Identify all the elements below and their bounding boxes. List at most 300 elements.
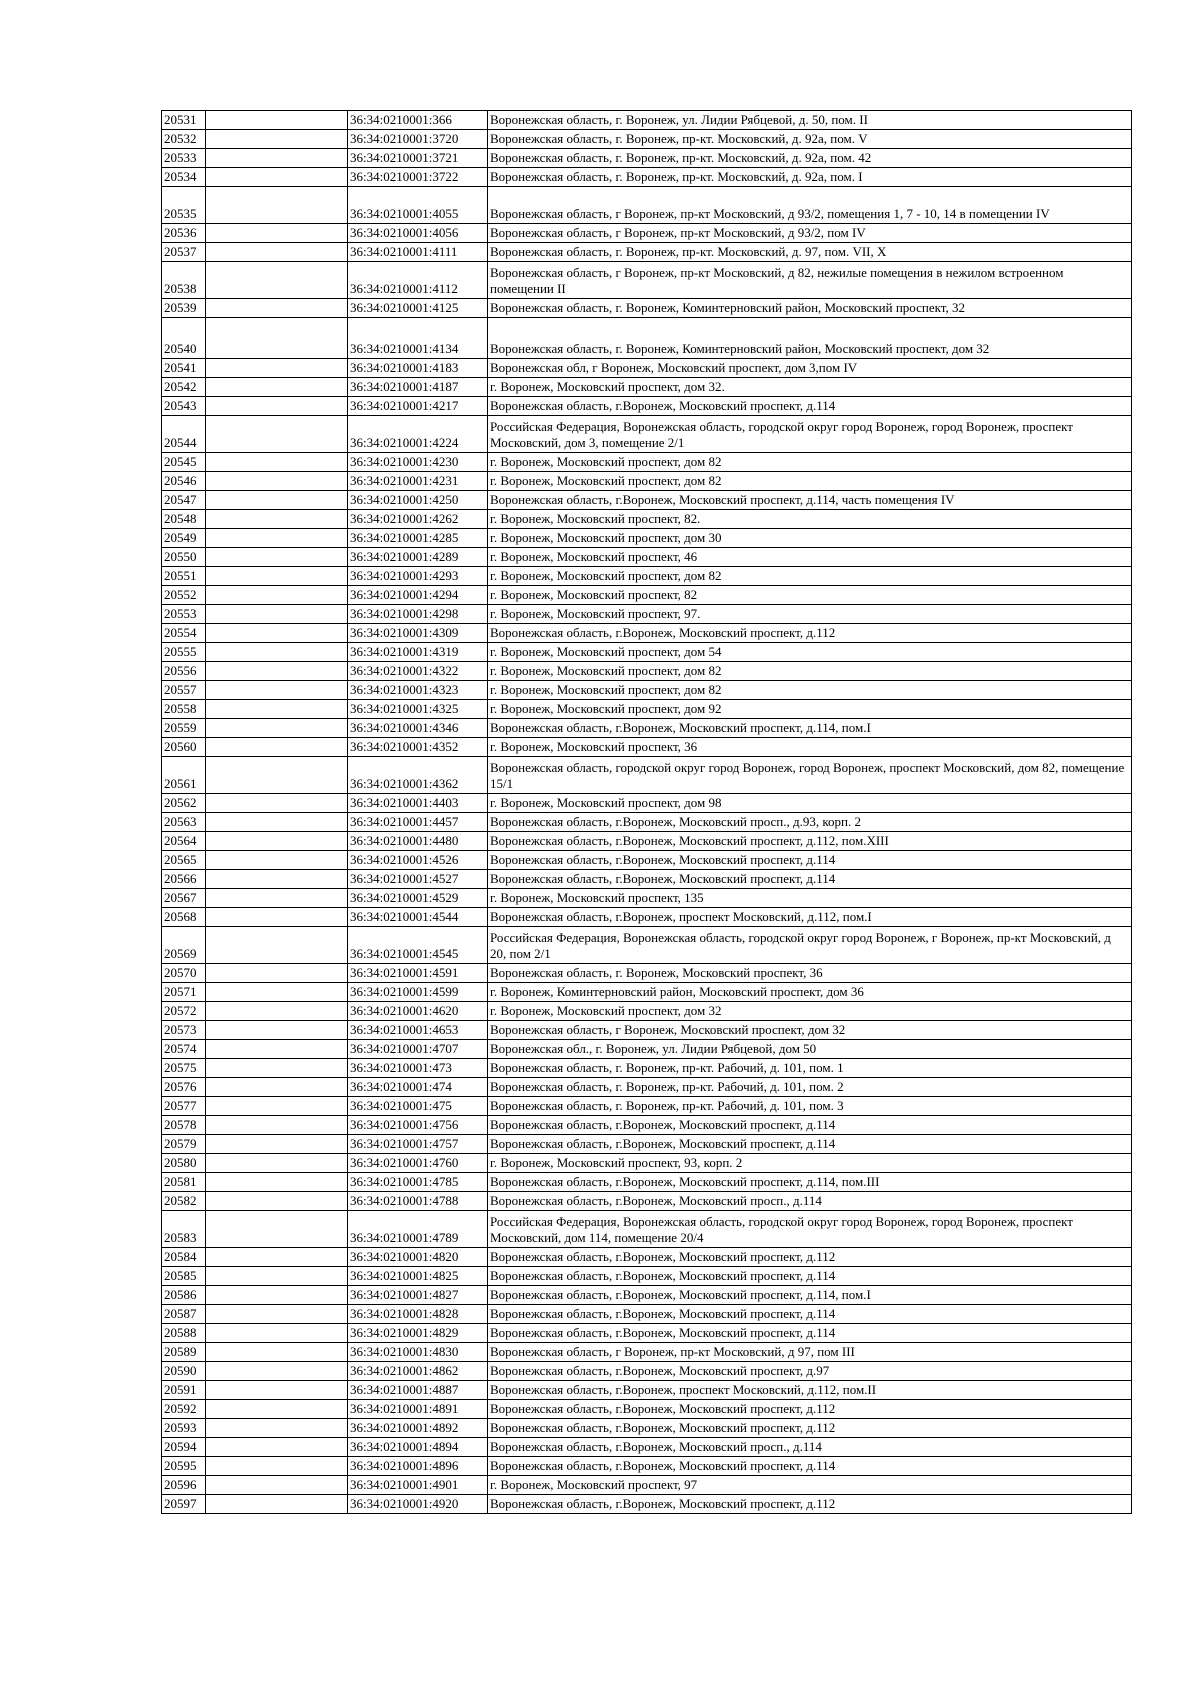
- record-number-cell: 20588: [162, 1324, 206, 1343]
- empty-cell: [206, 851, 348, 870]
- record-number-cell: 20597: [162, 1495, 206, 1514]
- table-row: [162, 1154, 1132, 1173]
- empty-cell: [206, 1248, 348, 1267]
- record-number-cell: 20563: [162, 813, 206, 832]
- address-cell: Воронежская область, г.Воронеж, Московский проспект, д.114: [488, 1324, 1132, 1343]
- table-row: [162, 262, 1132, 299]
- empty-cell: [206, 1419, 348, 1438]
- empty-cell: [206, 1495, 348, 1514]
- empty-cell: [206, 794, 348, 813]
- table-row: [162, 605, 1132, 624]
- cadastral-number-cell: 36:34:0210001:4830: [348, 1343, 488, 1362]
- table-row: [162, 453, 1132, 472]
- record-number-cell: 20578: [162, 1116, 206, 1135]
- address-cell: Воронежская область, г.Воронеж, Московский проспект, д.114: [488, 870, 1132, 889]
- empty-cell: [206, 149, 348, 168]
- record-number-cell: 20557: [162, 681, 206, 700]
- empty-cell: [206, 1324, 348, 1343]
- empty-cell: [206, 624, 348, 643]
- cadastral-number-cell: 36:34:0210001:4828: [348, 1305, 488, 1324]
- address-cell: г. Воронеж, Московский проспект, дом 98: [488, 794, 1132, 813]
- address-cell: Воронежская область, г Воронеж, пр-кт Московский, д 93/2, помещения 1, 7 - 10, 14 в помещении IV: [488, 187, 1132, 224]
- cadastral-number-cell: 36:34:0210001:4224: [348, 416, 488, 453]
- record-number-cell: 20533: [162, 149, 206, 168]
- table-row: [162, 149, 1132, 168]
- cadastral-number-cell: 36:34:0210001:473: [348, 1059, 488, 1078]
- empty-cell: [206, 453, 348, 472]
- cadastral-number-cell: 36:34:0210001:4289: [348, 548, 488, 567]
- empty-cell: [206, 643, 348, 662]
- empty-cell: [206, 1154, 348, 1173]
- empty-cell: [206, 738, 348, 757]
- address-cell: Воронежская область, г. Воронеж, пр-кт. Рабочий, д. 101, пом. 3: [488, 1097, 1132, 1116]
- cadastral-number-cell: 36:34:0210001:474: [348, 1078, 488, 1097]
- cadastral-number-cell: 36:34:0210001:4820: [348, 1248, 488, 1267]
- empty-cell: [206, 299, 348, 318]
- address-cell: г. Воронеж, Московский проспект, дом 82: [488, 681, 1132, 700]
- cadastral-number-cell: 36:34:0210001:4620: [348, 1002, 488, 1021]
- address-cell: г. Воронеж, Московский проспект, 36: [488, 738, 1132, 757]
- cadastral-number-cell: 36:34:0210001:4827: [348, 1286, 488, 1305]
- empty-cell: [206, 1286, 348, 1305]
- cadastral-number-cell: 36:34:0210001:4294: [348, 586, 488, 605]
- table-row: [162, 1419, 1132, 1438]
- table-row: [162, 964, 1132, 983]
- address-cell: Воронежская область, г. Воронеж, пр-кт. Рабочий, д. 101, пом. 2: [488, 1078, 1132, 1097]
- record-number-cell: 20595: [162, 1457, 206, 1476]
- empty-cell: [206, 111, 348, 130]
- address-cell: Воронежская область, г.Воронеж, Московский проспект, д.114, часть помещения IV: [488, 491, 1132, 510]
- address-cell: Воронежская область, г.Воронеж, Московский проспект, д.114, пом.III: [488, 1173, 1132, 1192]
- address-cell: Воронежская область, городской округ город Воронеж, город Воронеж, проспект Московский, дом 82, помещение 15/1: [488, 757, 1132, 794]
- address-cell: г. Воронеж, Московский проспект, 97.: [488, 605, 1132, 624]
- table-row: [162, 243, 1132, 262]
- cadastral-number-cell: 36:34:0210001:4352: [348, 738, 488, 757]
- record-number-cell: 20566: [162, 870, 206, 889]
- empty-cell: [206, 1267, 348, 1286]
- record-number-cell: 20579: [162, 1135, 206, 1154]
- cadastral-number-cell: 36:34:0210001:4285: [348, 529, 488, 548]
- cadastral-number-cell: 36:34:0210001:4323: [348, 681, 488, 700]
- record-number-cell: 20552: [162, 586, 206, 605]
- cadastral-number-cell: 36:34:0210001:3722: [348, 168, 488, 187]
- table-row: [162, 927, 1132, 964]
- record-number-cell: 20583: [162, 1211, 206, 1248]
- cadastral-number-cell: 36:34:0210001:4891: [348, 1400, 488, 1419]
- record-number-cell: 20532: [162, 130, 206, 149]
- record-number-cell: 20536: [162, 224, 206, 243]
- table-row: [162, 870, 1132, 889]
- address-cell: Воронежская область, г.Воронеж, Московский проспект, д.114: [488, 851, 1132, 870]
- address-cell: Воронежская область, г.Воронеж, Московский просп., д.114: [488, 1438, 1132, 1457]
- table-row: [162, 416, 1132, 453]
- cadastral-number-cell: 36:34:0210001:4599: [348, 983, 488, 1002]
- empty-cell: [206, 510, 348, 529]
- address-cell: Воронежская область, г.Воронеж, Московский проспект, д.114: [488, 397, 1132, 416]
- cadastral-number-cell: 36:34:0210001:4756: [348, 1116, 488, 1135]
- empty-cell: [206, 927, 348, 964]
- cadastral-number-cell: 36:34:0210001:4250: [348, 491, 488, 510]
- empty-cell: [206, 983, 348, 1002]
- cadastral-number-cell: 36:34:0210001:4134: [348, 318, 488, 359]
- table-row: [162, 359, 1132, 378]
- address-cell: г. Воронеж, Московский проспект, дом 54: [488, 643, 1132, 662]
- cadastral-number-cell: 36:34:0210001:4785: [348, 1173, 488, 1192]
- cadastral-number-cell: 36:34:0210001:4829: [348, 1324, 488, 1343]
- address-cell: Воронежская область, г.Воронеж, Московский проспект, д.114: [488, 1116, 1132, 1135]
- record-number-cell: 20589: [162, 1343, 206, 1362]
- address-cell: Воронежская область, г Воронеж, пр-кт Московский, д 82, нежилые помещения в нежилом встроенном помещении II: [488, 262, 1132, 299]
- table-row: [162, 832, 1132, 851]
- table-row: [162, 130, 1132, 149]
- address-cell: Воронежская область, г.Воронеж, Московский проспект, д.112: [488, 624, 1132, 643]
- empty-cell: [206, 187, 348, 224]
- table-row: [162, 908, 1132, 927]
- cadastral-number-cell: 36:34:0210001:4403: [348, 794, 488, 813]
- empty-cell: [206, 1438, 348, 1457]
- table-row: [162, 1097, 1132, 1116]
- cadastral-number-cell: 36:34:0210001:4298: [348, 605, 488, 624]
- record-number-cell: 20582: [162, 1192, 206, 1211]
- empty-cell: [206, 605, 348, 624]
- address-cell: г. Воронеж, Московский проспект, 135: [488, 889, 1132, 908]
- table-row: [162, 757, 1132, 794]
- cadastral-number-cell: 36:34:0210001:4187: [348, 378, 488, 397]
- record-number-cell: 20538: [162, 262, 206, 299]
- address-cell: г. Воронеж, Московский проспект, дом 82: [488, 453, 1132, 472]
- record-number-cell: 20570: [162, 964, 206, 983]
- empty-cell: [206, 757, 348, 794]
- address-cell: Воронежская область, г.Воронеж, Московский просп., д.114: [488, 1192, 1132, 1211]
- table-row: [162, 1381, 1132, 1400]
- record-number-cell: 20545: [162, 453, 206, 472]
- empty-cell: [206, 1305, 348, 1324]
- address-cell: Воронежская область, г.Воронеж, Московский проспект, д.97: [488, 1362, 1132, 1381]
- record-number-cell: 20549: [162, 529, 206, 548]
- address-cell: Воронежская область, г.Воронеж, Московский проспект, д.112: [488, 1400, 1132, 1419]
- empty-cell: [206, 889, 348, 908]
- address-cell: г. Воронеж, Московский проспект, дом 82: [488, 662, 1132, 681]
- cadastral-number-cell: 36:34:0210001:4346: [348, 719, 488, 738]
- table-row: [162, 472, 1132, 491]
- cadastral-number-cell: 36:34:0210001:4319: [348, 643, 488, 662]
- empty-cell: [206, 567, 348, 586]
- empty-cell: [206, 243, 348, 262]
- table-row: [162, 851, 1132, 870]
- address-cell: г. Воронеж, Московский проспект, 97: [488, 1476, 1132, 1495]
- record-number-cell: 20554: [162, 624, 206, 643]
- table-row: [162, 1495, 1132, 1514]
- empty-cell: [206, 1192, 348, 1211]
- address-cell: Воронежская область, г.Воронеж, Московский проспект, д.112: [488, 1248, 1132, 1267]
- table-row: [162, 1324, 1132, 1343]
- table-row: [162, 187, 1132, 224]
- table-row: [162, 1248, 1132, 1267]
- record-number-cell: 20567: [162, 889, 206, 908]
- record-number-cell: 20594: [162, 1438, 206, 1457]
- table-row: [162, 719, 1132, 738]
- record-number-cell: 20558: [162, 700, 206, 719]
- table-row: [162, 168, 1132, 187]
- address-cell: Воронежская область, г.Воронеж, проспект Московский, д.112, пом.I: [488, 908, 1132, 927]
- record-number-cell: 20591: [162, 1381, 206, 1400]
- empty-cell: [206, 1381, 348, 1400]
- empty-cell: [206, 529, 348, 548]
- empty-cell: [206, 908, 348, 927]
- record-number-cell: 20537: [162, 243, 206, 262]
- cadastral-number-cell: 36:34:0210001:4231: [348, 472, 488, 491]
- property-register-table: [161, 110, 1132, 1514]
- address-cell: г. Воронеж, Московский проспект, дом 92: [488, 700, 1132, 719]
- empty-cell: [206, 1002, 348, 1021]
- cadastral-number-cell: 36:34:0210001:4230: [348, 453, 488, 472]
- cadastral-number-cell: 36:34:0210001:4545: [348, 927, 488, 964]
- cadastral-number-cell: 36:34:0210001:4112: [348, 262, 488, 299]
- table-row: [162, 111, 1132, 130]
- cadastral-number-cell: 36:34:0210001:475: [348, 1097, 488, 1116]
- empty-cell: [206, 1211, 348, 1248]
- record-number-cell: 20572: [162, 1002, 206, 1021]
- record-number-cell: 20571: [162, 983, 206, 1002]
- record-number-cell: 20585: [162, 1267, 206, 1286]
- table-body: [162, 111, 1132, 1514]
- table-row: [162, 586, 1132, 605]
- table-row: [162, 510, 1132, 529]
- record-number-cell: 20543: [162, 397, 206, 416]
- record-number-cell: 20551: [162, 567, 206, 586]
- address-cell: Воронежская область, г. Воронеж, пр-кт. Московский, д. 92а, пом. 42: [488, 149, 1132, 168]
- record-number-cell: 20586: [162, 1286, 206, 1305]
- table-row: [162, 662, 1132, 681]
- table-row: [162, 1438, 1132, 1457]
- table-row: [162, 813, 1132, 832]
- cadastral-number-cell: 36:34:0210001:4862: [348, 1362, 488, 1381]
- address-cell: Воронежская область, г.Воронеж, Московский проспект, д.114, пом.I: [488, 719, 1132, 738]
- address-cell: Воронежская область, г.Воронеж, Московский проспект, д.114: [488, 1305, 1132, 1324]
- empty-cell: [206, 870, 348, 889]
- record-number-cell: 20568: [162, 908, 206, 927]
- table-row: [162, 397, 1132, 416]
- empty-cell: [206, 586, 348, 605]
- address-cell: Воронежская область, г Воронеж, пр-кт Московский, д 97, пом III: [488, 1343, 1132, 1362]
- record-number-cell: 20547: [162, 491, 206, 510]
- table-row: [162, 567, 1132, 586]
- table-row: [162, 1286, 1132, 1305]
- table-row: [162, 681, 1132, 700]
- cadastral-number-cell: 36:34:0210001:4322: [348, 662, 488, 681]
- cadastral-number-cell: 36:34:0210001:4111: [348, 243, 488, 262]
- empty-cell: [206, 1116, 348, 1135]
- cadastral-number-cell: 36:34:0210001:4529: [348, 889, 488, 908]
- cadastral-number-cell: 36:34:0210001:4887: [348, 1381, 488, 1400]
- record-number-cell: 20580: [162, 1154, 206, 1173]
- table-row: [162, 1305, 1132, 1324]
- table-row: [162, 1476, 1132, 1495]
- address-cell: г. Воронеж, Московский проспект, 93, корп. 2: [488, 1154, 1132, 1173]
- table-row: [162, 738, 1132, 757]
- record-number-cell: 20556: [162, 662, 206, 681]
- table-row: [162, 889, 1132, 908]
- record-number-cell: 20569: [162, 927, 206, 964]
- cadastral-number-cell: 36:34:0210001:4056: [348, 224, 488, 243]
- table-row: [162, 1173, 1132, 1192]
- empty-cell: [206, 1097, 348, 1116]
- table-row: [162, 378, 1132, 397]
- address-cell: г. Воронеж, Московский проспект, 82: [488, 586, 1132, 605]
- address-cell: Воронежская область, г. Воронеж, пр-кт. Московский, д. 92а, пом. V: [488, 130, 1132, 149]
- address-cell: Воронежская область, г Воронеж, Московский проспект, дом 32: [488, 1021, 1132, 1040]
- empty-cell: [206, 1400, 348, 1419]
- record-number-cell: 20592: [162, 1400, 206, 1419]
- record-number-cell: 20550: [162, 548, 206, 567]
- record-number-cell: 20575: [162, 1059, 206, 1078]
- record-number-cell: 20539: [162, 299, 206, 318]
- table-row: [162, 299, 1132, 318]
- table-row: [162, 1343, 1132, 1362]
- table-row: [162, 624, 1132, 643]
- empty-cell: [206, 130, 348, 149]
- cadastral-number-cell: 36:34:0210001:366: [348, 111, 488, 130]
- address-cell: Воронежская область, г.Воронеж, Московский проспект, д.112, пом.XIII: [488, 832, 1132, 851]
- table-row: [162, 700, 1132, 719]
- empty-cell: [206, 318, 348, 359]
- address-cell: г. Воронеж, Коминтерновский район, Московский проспект, дом 36: [488, 983, 1132, 1002]
- table-row: [162, 318, 1132, 359]
- table-row: [162, 1211, 1132, 1248]
- cadastral-number-cell: 36:34:0210001:4825: [348, 1267, 488, 1286]
- cadastral-number-cell: 36:34:0210001:4901: [348, 1476, 488, 1495]
- address-cell: Воронежская обл, г Воронеж, Московский проспект, дом 3,пом IV: [488, 359, 1132, 378]
- empty-cell: [206, 416, 348, 453]
- record-number-cell: 20590: [162, 1362, 206, 1381]
- cadastral-number-cell: 36:34:0210001:4183: [348, 359, 488, 378]
- address-cell: Российская Федерация, Воронежская область, городской округ город Воронеж, г Воронеж, пр-кт Московский, д 20, пом 2/1: [488, 927, 1132, 964]
- empty-cell: [206, 491, 348, 510]
- record-number-cell: 20535: [162, 187, 206, 224]
- table-row: [162, 643, 1132, 662]
- empty-cell: [206, 1476, 348, 1495]
- record-number-cell: 20546: [162, 472, 206, 491]
- table-row: [162, 1021, 1132, 1040]
- address-cell: Воронежская область, г Воронеж, пр-кт Московский, д 93/2, пом IV: [488, 224, 1132, 243]
- cadastral-number-cell: 36:34:0210001:4125: [348, 299, 488, 318]
- address-cell: г. Воронеж, Московский проспект, дом 82: [488, 472, 1132, 491]
- record-number-cell: 20581: [162, 1173, 206, 1192]
- cadastral-number-cell: 36:34:0210001:4591: [348, 964, 488, 983]
- empty-cell: [206, 359, 348, 378]
- table-row: [162, 1116, 1132, 1135]
- empty-cell: [206, 1135, 348, 1154]
- empty-cell: [206, 700, 348, 719]
- address-cell: Воронежская область, г.Воронеж, проспект Московский, д.112, пом.II: [488, 1381, 1132, 1400]
- address-cell: Воронежская область, г. Воронеж, Коминтерновский район, Московский проспект, 32: [488, 299, 1132, 318]
- record-number-cell: 20544: [162, 416, 206, 453]
- record-number-cell: 20565: [162, 851, 206, 870]
- address-cell: Воронежская область, г. Воронеж, пр-кт. Московский, д. 97, пом. VII, X: [488, 243, 1132, 262]
- empty-cell: [206, 397, 348, 416]
- table-row: [162, 1002, 1132, 1021]
- table-row: [162, 1040, 1132, 1059]
- empty-cell: [206, 472, 348, 491]
- cadastral-number-cell: 36:34:0210001:4788: [348, 1192, 488, 1211]
- record-number-cell: 20593: [162, 1419, 206, 1438]
- cadastral-number-cell: 36:34:0210001:4653: [348, 1021, 488, 1040]
- record-number-cell: 20576: [162, 1078, 206, 1097]
- record-number-cell: 20555: [162, 643, 206, 662]
- empty-cell: [206, 168, 348, 187]
- table-row: [162, 983, 1132, 1002]
- record-number-cell: 20540: [162, 318, 206, 359]
- table-row: [162, 1267, 1132, 1286]
- address-cell: г. Воронеж, Московский проспект, дом 82: [488, 567, 1132, 586]
- cadastral-number-cell: 36:34:0210001:4293: [348, 567, 488, 586]
- record-number-cell: 20542: [162, 378, 206, 397]
- table-row: [162, 224, 1132, 243]
- address-cell: Воронежская область, г. Воронеж, пр-кт. Рабочий, д. 101, пом. 1: [488, 1059, 1132, 1078]
- record-number-cell: 20577: [162, 1097, 206, 1116]
- empty-cell: [206, 1362, 348, 1381]
- record-number-cell: 20541: [162, 359, 206, 378]
- table-row: [162, 491, 1132, 510]
- record-number-cell: 20561: [162, 757, 206, 794]
- record-number-cell: 20531: [162, 111, 206, 130]
- empty-cell: [206, 832, 348, 851]
- address-cell: г. Воронеж, Московский проспект, дом 30: [488, 529, 1132, 548]
- cadastral-number-cell: 36:34:0210001:4526: [348, 851, 488, 870]
- table-row: [162, 1362, 1132, 1381]
- address-cell: Воронежская область, г.Воронеж, Московский проспект, д.114: [488, 1457, 1132, 1476]
- table-row: [162, 1059, 1132, 1078]
- address-cell: Воронежская область, г.Воронеж, Московский проспект, д.114, пом.I: [488, 1286, 1132, 1305]
- empty-cell: [206, 224, 348, 243]
- record-number-cell: 20596: [162, 1476, 206, 1495]
- cadastral-number-cell: 36:34:0210001:4527: [348, 870, 488, 889]
- address-cell: Воронежская область, г.Воронеж, Московский проспект, д.114: [488, 1267, 1132, 1286]
- record-number-cell: 20584: [162, 1248, 206, 1267]
- cadastral-number-cell: 36:34:0210001:4362: [348, 757, 488, 794]
- cadastral-number-cell: 36:34:0210001:4055: [348, 187, 488, 224]
- cadastral-number-cell: 36:34:0210001:4544: [348, 908, 488, 927]
- table-row: [162, 1400, 1132, 1419]
- cadastral-number-cell: 36:34:0210001:4920: [348, 1495, 488, 1514]
- empty-cell: [206, 1343, 348, 1362]
- address-cell: Воронежская область, г.Воронеж, Московский проспект, д.114: [488, 1135, 1132, 1154]
- address-cell: Воронежская область, г. Воронеж, Московский проспект, 36: [488, 964, 1132, 983]
- address-cell: Воронежская область, г.Воронеж, Московский проспект, д.112: [488, 1419, 1132, 1438]
- empty-cell: [206, 1040, 348, 1059]
- table-row: [162, 1457, 1132, 1476]
- empty-cell: [206, 548, 348, 567]
- address-cell: Российская Федерация, Воронежская область, городской округ город Воронеж, город Воронеж, проспект Московский, дом 114, помещение 20/4: [488, 1211, 1132, 1248]
- empty-cell: [206, 1021, 348, 1040]
- cadastral-number-cell: 36:34:0210001:4217: [348, 397, 488, 416]
- empty-cell: [206, 378, 348, 397]
- empty-cell: [206, 719, 348, 738]
- cadastral-number-cell: 36:34:0210001:4707: [348, 1040, 488, 1059]
- record-number-cell: 20553: [162, 605, 206, 624]
- empty-cell: [206, 1457, 348, 1476]
- address-cell: г. Воронеж, Московский проспект, дом 32.: [488, 378, 1132, 397]
- table-row: [162, 529, 1132, 548]
- record-number-cell: 20562: [162, 794, 206, 813]
- empty-cell: [206, 1173, 348, 1192]
- table-row: [162, 1192, 1132, 1211]
- cadastral-number-cell: 36:34:0210001:3720: [348, 130, 488, 149]
- empty-cell: [206, 681, 348, 700]
- address-cell: г. Воронеж, Московский проспект, 82.: [488, 510, 1132, 529]
- record-number-cell: 20574: [162, 1040, 206, 1059]
- record-number-cell: 20573: [162, 1021, 206, 1040]
